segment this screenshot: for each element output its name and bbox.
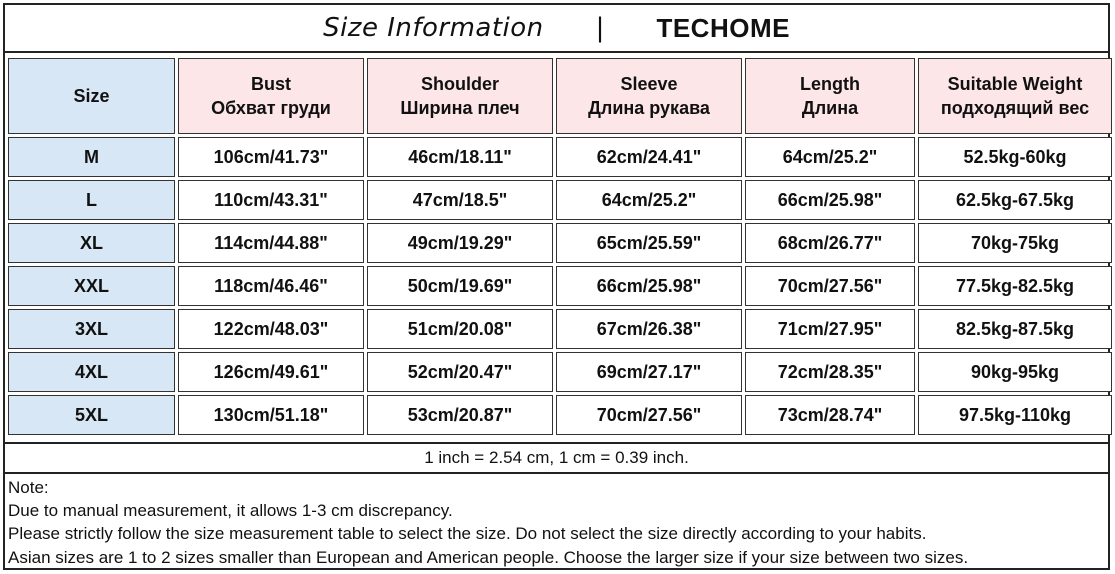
header-length-ru: Длина: [801, 98, 859, 118]
notes-block: [8, 476, 1106, 569]
sleeve-cell: 62cm/24.41": [556, 137, 742, 177]
weight-cell: 90kg-95kg: [918, 352, 1112, 392]
size-cell: L: [8, 180, 175, 220]
brand-name: TECHOME: [656, 12, 790, 43]
header-length-en: Length: [800, 74, 860, 94]
size-cell: XL: [8, 223, 175, 263]
sleeve-cell: 69cm/27.17": [556, 352, 742, 392]
length-cell: 64cm/25.2": [745, 137, 915, 177]
size-cell: M: [8, 137, 175, 177]
bust-cell: 126cm/49.61": [178, 352, 364, 392]
bust-cell: 130cm/51.18": [178, 395, 364, 435]
header-size-label: Size: [73, 86, 110, 106]
shoulder-cell: 53cm/20.87": [367, 395, 553, 435]
length-cell: 73cm/28.74": [745, 395, 915, 435]
header-sleeve: [556, 58, 742, 134]
bust-cell: 110cm/43.31": [178, 180, 364, 220]
bust-cell: 118cm/46.46": [178, 266, 364, 306]
size-cell: 4XL: [8, 352, 175, 392]
header-bust: [178, 58, 364, 134]
header-row: [8, 58, 1112, 134]
table-row: [8, 395, 1112, 435]
table-row: [8, 223, 1112, 263]
header-weight-en: Suitable Weight: [947, 74, 1083, 94]
title-separator: |: [595, 13, 605, 43]
shoulder-cell: 50cm/19.69": [367, 266, 553, 306]
size-cell: XXL: [8, 266, 175, 306]
table-row: [8, 309, 1112, 349]
note-line: Asian sizes are 1 to 2 sizes smaller than European and American people. Choose the larger size if your size between two sizes.: [8, 547, 969, 567]
size-cell: 3XL: [8, 309, 175, 349]
sleeve-cell: 67cm/26.38": [556, 309, 742, 349]
weight-cell: 97.5kg-110kg: [918, 395, 1112, 435]
weight-cell: 82.5kg-87.5kg: [918, 309, 1112, 349]
weight-cell: 62.5kg-67.5kg: [918, 180, 1112, 220]
bust-cell: 106cm/41.73": [178, 137, 364, 177]
length-cell: 71cm/27.95": [745, 309, 915, 349]
size-cell: 5XL: [8, 395, 175, 435]
table-row: [8, 180, 1112, 220]
header-weight-ru: подходящий вес: [940, 98, 1090, 118]
header-bust-en: Bust: [251, 74, 291, 94]
shoulder-cell: 46cm/18.11": [367, 137, 553, 177]
sleeve-cell: 65cm/25.59": [556, 223, 742, 263]
bust-cell: 114cm/44.88": [178, 223, 364, 263]
chart-title: Size Information: [323, 13, 544, 43]
sleeve-cell: 70cm/27.56": [556, 395, 742, 435]
header-sleeve-en: Sleeve: [620, 74, 678, 94]
unit-conversion: 1 inch = 2.54 cm, 1 cm = 0.39 inch.: [5, 442, 1108, 474]
header-shoulder-en: Shoulder: [420, 74, 499, 94]
weight-cell: 70kg-75kg: [918, 223, 1112, 263]
header-size: [8, 58, 175, 134]
header-weight: [918, 58, 1112, 134]
size-table: [5, 55, 1115, 438]
table-row: [8, 137, 1112, 177]
title-bar: [5, 5, 1108, 53]
bust-cell: 122cm/48.03": [178, 309, 364, 349]
size-chart: [3, 3, 1110, 570]
table-row: [8, 266, 1112, 306]
header-bust-ru: Обхват груди: [211, 98, 331, 118]
shoulder-cell: 51cm/20.08": [367, 309, 553, 349]
shoulder-cell: 52cm/20.47": [367, 352, 553, 392]
length-cell: 72cm/28.35": [745, 352, 915, 392]
table-row: [8, 352, 1112, 392]
shoulder-cell: 47cm/18.5": [367, 180, 553, 220]
length-cell: 70cm/27.56": [745, 266, 915, 306]
weight-cell: 52.5kg-60kg: [918, 137, 1112, 177]
header-shoulder-ru: Ширина плеч: [400, 98, 520, 118]
shoulder-cell: 49cm/19.29": [367, 223, 553, 263]
sleeve-cell: 66cm/25.98": [556, 266, 742, 306]
note-line: Note:: [8, 478, 49, 497]
weight-cell: 77.5kg-82.5kg: [918, 266, 1112, 306]
header-sleeve-ru: Длина рукава: [588, 98, 710, 118]
sleeve-cell: 64cm/25.2": [556, 180, 742, 220]
note-line: Due to manual measurement, it allows 1-3 cm discrepancy.: [8, 501, 453, 521]
length-cell: 68cm/26.77": [745, 223, 915, 263]
header-length: [745, 58, 915, 134]
length-cell: 66cm/25.98": [745, 180, 915, 220]
header-shoulder: [367, 58, 553, 134]
note-line: Please strictly follow the size measurement table to select the size. Do not select the size directly according to your habits.: [8, 524, 927, 544]
